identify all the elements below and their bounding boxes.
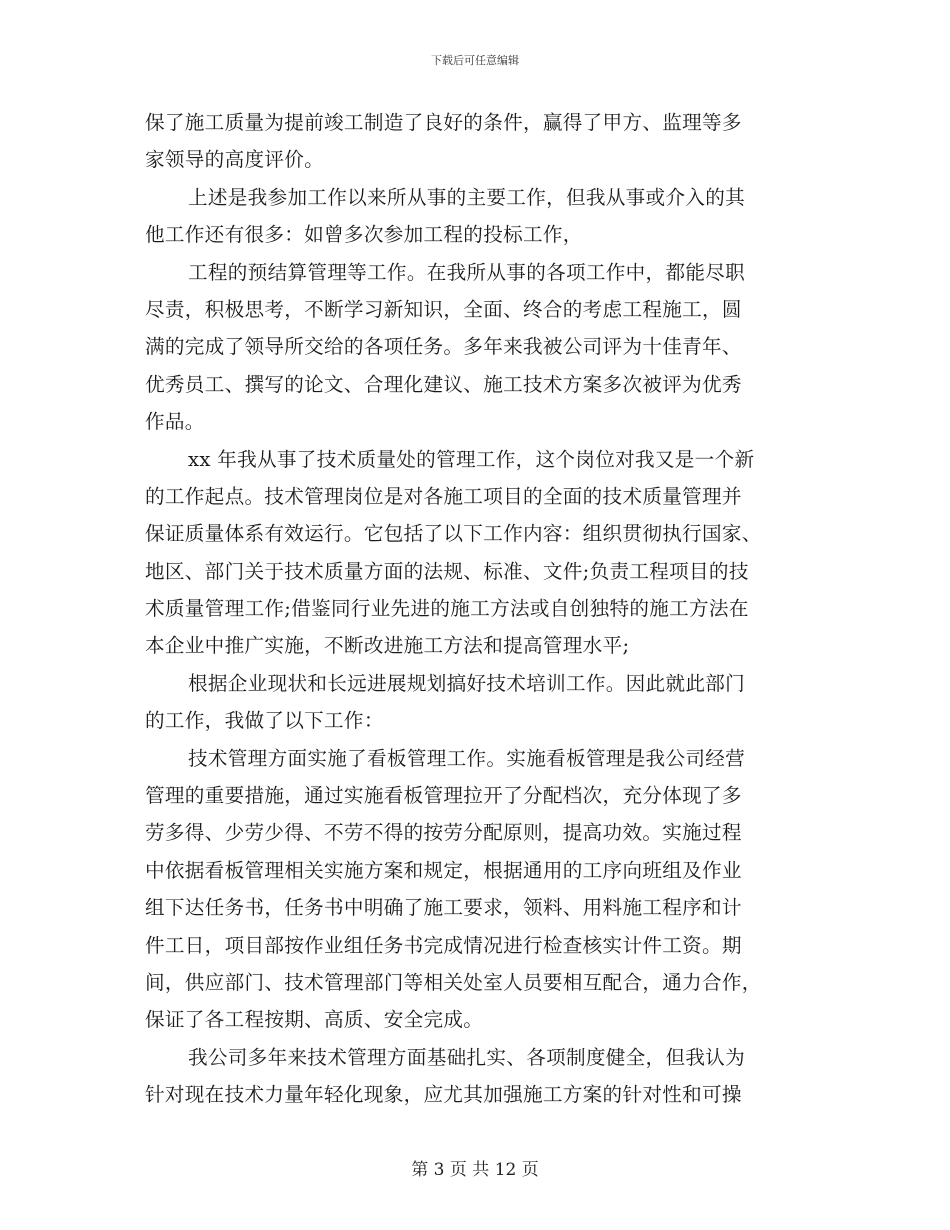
paragraph [145,1039,813,1114]
document-body [145,104,813,1114]
text-line: 上述是我参加工作以来所从事的主要工作，但我从事或介入的其 [188,185,746,209]
text-line: 件工日，项目部按作业组任务书完成情况进行检查核实计件工资。期 [145,933,742,957]
text-line: 工程的预结算管理等工作。在我所从事的各项工作中，都能尽职 [188,260,746,284]
text-line: 的工作起点。技术管理岗位是对各施工项目的全面的技术质量管理并 [145,484,742,508]
text-line: 的工作，我做了以下工作： [145,709,384,733]
text-line: 优秀员工、撰写的论文、合理化建议、施工技术方案多次被评为优秀 [145,372,742,396]
paragraph [145,441,813,665]
paragraph [145,254,813,441]
text-line: xx 年我从事了技术质量处的管理工作，这个岗位对我又是一个新 [188,447,755,471]
paragraph [145,740,813,1039]
text-line: 满的完成了领导所交给的各项任务。多年来我被公司评为十佳青年、 [145,335,742,359]
text-line: 根据企业现状和长远进展规划搞好技术培训工作。因此就此部门 [188,671,746,695]
text-line: 本企业中推广实施，不断改进施工方法和提高管理水平; [145,634,630,658]
text-line: 针对现在技术力量年轻化现象，应尤其加强施工方案的针对性和可操 [145,1083,742,1107]
text-line: 管理的重要措施，通过实施看板管理拉开了分配档次，充分体现了多 [145,784,742,808]
text-line: 组下达任务书，任务书中明确了施工要求，领料、用料施工程序和计 [145,896,742,920]
text-line: 地区、部门关于技术质量方面的法规、标准、文件;负责工程项目的技 [145,559,749,583]
paragraph [145,179,813,254]
text-line: 术质量管理工作;借鉴同行业先进的施工方法或自创独特的施工方法在 [145,597,749,621]
text-line: 间，供应部门、技术管理部门等相关处室人员要相互配合，通力合作， [145,970,762,994]
text-line: 保证质量体系有效运行。它包括了以下工作内容：组织贯彻执行国家、 [145,522,762,546]
text-line: 作品。 [145,410,205,434]
text-line: 保了施工质量为提前竣工制造了良好的条件，赢得了甲方、监理等多 [145,111,742,134]
page-footer: 第 3 页 共 12 页 [411,1160,539,1180]
text-line: 劳多得、少劳少得、不劳不得的按劳分配原则，提高功效。实施过程 [145,821,742,845]
text-line: 技术管理方面实施了看板管理工作。实施看板管理是我公司经营 [188,746,746,770]
paragraph [145,665,813,740]
text-line: 我公司多年来技术管理方面基础扎实、各项制度健全，但我认为 [188,1045,746,1069]
page-header: 下载后可任意编辑 [431,54,519,67]
text-line: 尽责，积极思考，不断学习新知识，全面、终合的考虑工程施工，圆 [145,297,742,321]
paragraph [145,104,813,179]
text-line: 家领导的高度评价。 [145,148,325,172]
text-line: 中依据看板管理相关实施方案和规定，根据通用的工序向班组及作业 [145,858,742,882]
text-line: 他工作还有很多：如曾多次参加工程的投标工作， [145,223,583,247]
text-line: 保证了各工程按期、高质、安全完成。 [145,1008,484,1032]
